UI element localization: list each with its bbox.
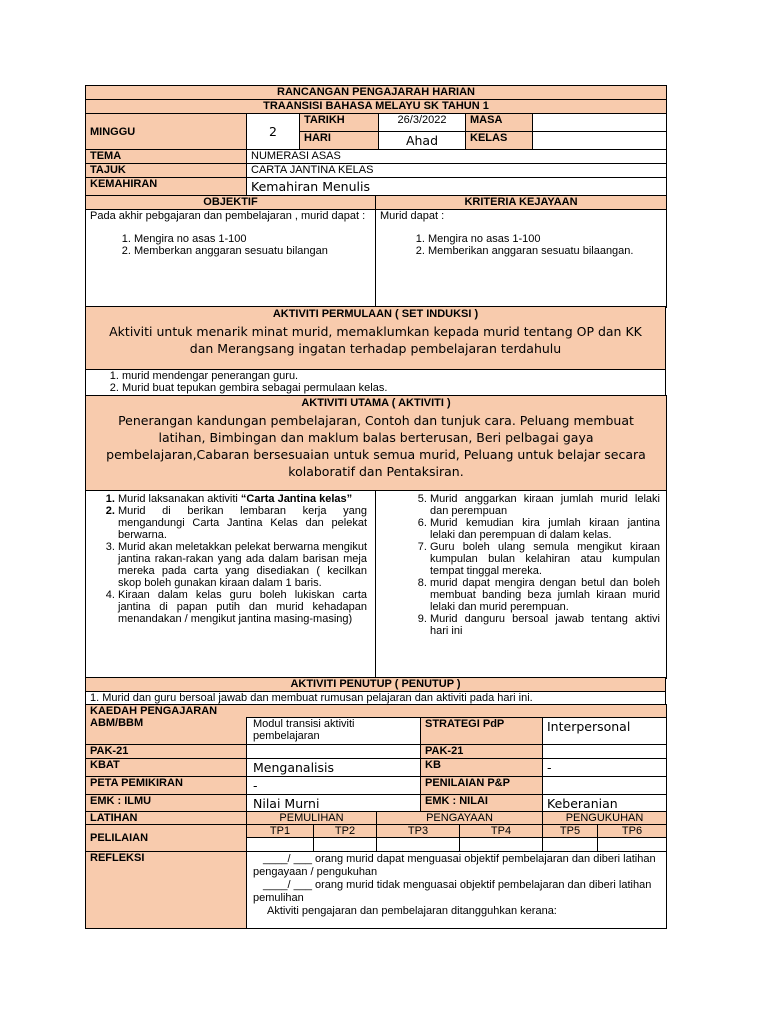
plan-title: RANCANGAN PENGAJARAH HARIAN <box>86 86 667 100</box>
refleksi-cell[interactable] <box>247 852 667 929</box>
utama-right-cell[interactable] <box>376 490 667 678</box>
tp6-header: TP6 <box>598 825 667 838</box>
kemahiran-label: KEMAHIRAN <box>86 178 247 196</box>
tema-label: TEMA <box>86 150 247 164</box>
utama-desc: Penerangan kandungan pembelajaran, Contoh dan tunjuk cara. Peluang membuat latihan, Bimbingan dan maklum balas berterusan, Beri pelbagai gaya pembelajaran,Cabaran bersesuaian untuk semua murid, Peluang untuk belajar secara kolaboratif dan Pentaksiran. <box>106 412 646 479</box>
tarikh-label: TARIKH <box>300 114 379 132</box>
abm-value[interactable]: Modul transisi aktiviti pembelajaran <box>247 717 421 744</box>
kb-value[interactable]: - <box>543 758 667 776</box>
refleksi-line-3: Aktiviti pengajaran dan pembelajaran ditangguhkan kerana: <box>267 905 557 917</box>
lesson-plan-sheet <box>85 85 666 929</box>
kaedah-heading: KAEDAH PENGAJARAN <box>86 704 667 717</box>
permulaan-items-cell[interactable] <box>86 370 666 396</box>
info-table <box>85 85 667 196</box>
tajuk-value[interactable]: CARTA JANTINA KELAS <box>247 164 667 178</box>
tp1-header: TP1 <box>247 825 314 838</box>
utama-item: 5. Murid anggarkan kiraan jumlah murid lelaki dan perempuan <box>430 493 660 517</box>
masa-label: MASA <box>466 114 533 132</box>
tajuk-label: TAJUK <box>86 164 247 178</box>
kelas-value[interactable] <box>533 132 667 150</box>
objektif-heading: OBJEKTIF <box>86 195 376 209</box>
strategi-value[interactable]: Interpersonal <box>543 717 667 744</box>
latihan-pengayaan[interactable]: PENGAYAAN <box>377 812 543 825</box>
refleksi-label: REFLEKSI <box>86 852 247 929</box>
kbat-value[interactable]: Menganalisis <box>247 758 421 776</box>
utama-heading: AKTIVITI UTAMA ( AKTIVITI ) <box>301 396 451 409</box>
penutup-heading: AKTIVITI PENUTUP ( PENUTUP ) <box>86 678 666 692</box>
permulaan-block <box>86 307 666 370</box>
utama-item: 8. murid dapat mengira dengan betul dan boleh membuat banding beza jumlah kiraan murid lelaki dan murid perempuan. <box>430 577 660 613</box>
permulaan-heading: AKTIVITI PERMULAAN ( SET INDUKSI ) <box>272 308 479 320</box>
kbat-label: KBAT <box>86 758 247 776</box>
permulaan-table <box>85 306 666 396</box>
masa-value[interactable] <box>533 114 667 132</box>
abm-label: ABM/BBM <box>86 717 247 744</box>
utama-item: 6. Murid kemudian kira jumlah kiraan jantina lelaki dan perempuan di dalam kelas. <box>430 517 660 541</box>
tp2-cell[interactable] <box>314 838 377 852</box>
kb-label: KB <box>421 758 543 776</box>
pelilaian-label: PELILAIAN <box>86 825 247 852</box>
emk-ilmu-value[interactable]: Nilai Murni <box>247 794 421 812</box>
tp6-cell[interactable] <box>598 838 667 852</box>
kriteria-item: 2. Memberikan anggaran sesuatu bilaangan. <box>428 245 662 257</box>
tp5-cell[interactable] <box>543 838 598 852</box>
tp3-header: TP3 <box>377 825 460 838</box>
peta-label: PETA PEMIKIRAN <box>86 776 247 794</box>
kemahiran-value[interactable]: Kemahiran Menulis <box>247 178 667 196</box>
peta-value[interactable]: - <box>247 776 421 794</box>
emk-nilai-value[interactable]: Keberanian <box>543 794 667 812</box>
penilaian-value[interactable] <box>543 776 667 794</box>
kaedah-table <box>85 704 667 813</box>
pak21-value-2[interactable] <box>543 744 667 758</box>
tp4-header: TP4 <box>460 825 543 838</box>
latihan-label: LATIHAN <box>86 812 247 825</box>
kriteria-intro: Murid dapat : <box>380 209 445 222</box>
kriteria-cell[interactable] <box>376 209 667 307</box>
utama-left-cell[interactable] <box>86 490 376 678</box>
tp4-cell[interactable] <box>460 838 543 852</box>
penutup-item[interactable]: 1. Murid dan guru bersoal jawab dan membuat rumusan pelajaran dan aktiviti pada hari ini. <box>86 692 666 705</box>
pak21-value[interactable] <box>247 744 421 758</box>
kelas-label: KELAS <box>466 132 533 150</box>
minggu-value[interactable]: 2 <box>247 114 300 150</box>
objektif-item: 2. Memberkan anggaran sesuatu bilangan <box>134 245 371 257</box>
emk-nilai-label: EMK : NILAI <box>421 794 543 812</box>
kriteria-heading: KRITERIA KEJAYAAN <box>376 195 667 209</box>
tarikh-value[interactable]: 26/3/2022 <box>379 114 466 132</box>
utama-item: 1. Murid laksanakan aktiviti “Carta Jantina kelas” <box>118 493 367 505</box>
utama-block <box>86 395 667 490</box>
plan-subtitle: TRAANSISI BAHASA MELAYU SK TAHUN 1 <box>86 100 667 114</box>
utama-item: 4. Kiraan dalam kelas guru boleh lukiskan carta jantina di papan putih dan murid kehadapan menandakan / mengikut jantina masing-masing) <box>118 589 367 625</box>
kriteria-item: 1. Mengira no asas 1-100 <box>428 233 662 245</box>
objektif-table <box>85 195 667 308</box>
emk-ilmu-label: EMK : ILMU <box>86 794 247 812</box>
permulaan-item: 2. Murid buat tepukan gembira sebagai permulaan kelas. <box>122 382 661 394</box>
utama-item: 7. Guru boleh ulang semula mengikut kiraan kumpulan bulan kelahiran atau kumpulan tempat tinggal mereka. <box>430 541 660 577</box>
utama-item: 9. Murid danguru bersoal jawab tentang aktivi hari ini <box>430 613 660 637</box>
objektif-intro: Pada akhir pebgajaran dan pembelajaran , murid dapat : <box>90 209 366 222</box>
latihan-pengukuhan[interactable]: PENGUKUHAN <box>543 812 667 825</box>
objektif-item: 1. Mengira no asas 1-100 <box>134 233 371 245</box>
latihan-table <box>85 811 667 929</box>
objektif-cell[interactable] <box>86 209 376 307</box>
hari-label: HARI <box>300 132 379 150</box>
penutup-table <box>85 677 666 705</box>
permulaan-desc: Aktiviti untuk menarik minat murid, memaklumkan kepada murid tentang OP dan KK dan Merangsang ingatan terhadap pembelajaran terdahulu <box>109 324 642 356</box>
tp5-header: TP5 <box>543 825 598 838</box>
utama-item: 2. Murid di berikan lembaran kerja yang mengandungi Carta Jantina Kelas dan pelekat berwarna. <box>118 505 367 541</box>
pak21-label: PAK-21 <box>86 744 247 758</box>
utama-table <box>85 395 667 679</box>
permulaan-item: 1. murid mendengar penerangan guru. <box>122 370 661 382</box>
minggu-label: MINGGU <box>86 114 247 150</box>
tema-value[interactable]: NUMERASI ASAS <box>247 150 667 164</box>
pak21-label-2: PAK-21 <box>421 744 543 758</box>
refleksi-line-2: ____/ ___ orang murid tidak menguasai objektif pembelajaran dan diberi latihan pemulihan <box>253 879 652 904</box>
hari-value[interactable]: Ahad <box>379 132 466 150</box>
refleksi-line-1: ____/ ___ orang murid dapat menguasai objektif pembelajaran dan diberi latihan pengayaan / pengukuhan <box>253 853 656 878</box>
utama-item: 3. Murid akan meletakkan pelekat berwarna mengikut jantina rakan-rakan yang ada dalam barisan meja mereka pada carta yang disediakan ( kecilkan skop boleh gunakan kiraan dalam 1 baris. <box>118 541 367 589</box>
tp2-header: TP2 <box>314 825 377 838</box>
latihan-pemulihan[interactable]: PEMULIHAN <box>247 812 377 825</box>
penilaian-label: PENILAIAN P&P <box>421 776 543 794</box>
tp3-cell[interactable] <box>377 838 460 852</box>
tp1-cell[interactable] <box>247 838 314 852</box>
strategi-label: STRATEGI PdP <box>421 717 543 744</box>
